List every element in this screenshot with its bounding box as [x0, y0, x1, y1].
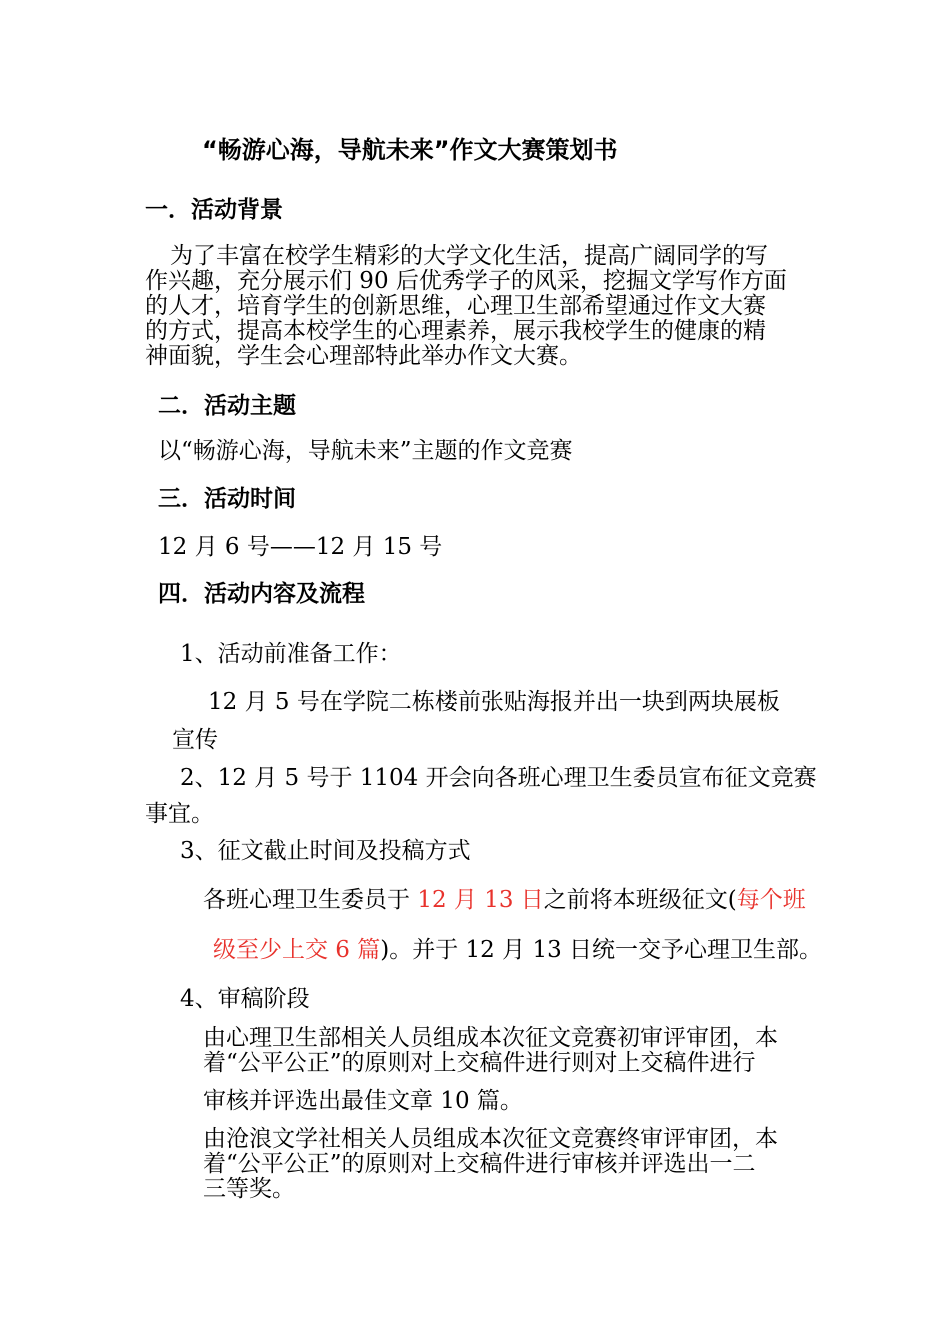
step4-final-line: 三等奖。: [203, 1176, 295, 1202]
step1-title: 1、活动前准备工作：: [180, 641, 402, 667]
background-line: 的人才，培育学生的创新思维，心理卫生部希望通过作文大赛: [145, 293, 766, 319]
step1-line: 12 月 5 号在学院二栋楼前张贴海报并出一块到两块展板: [208, 689, 780, 715]
step4-review-line: 着“公平公正”的原则对上交稿件进行则对上交稿件进行: [203, 1050, 756, 1076]
deadline-highlight: 12 月 13 日: [417, 887, 544, 913]
section-heading-theme: 二．活动主题: [158, 393, 296, 419]
step3-instruction-line: [203, 886, 806, 914]
quota-highlight: 每个班: [736, 887, 806, 913]
document-title: “畅游心海，导航未来”作文大赛策划书: [202, 136, 618, 164]
theme-text: 以“畅游心海，导航未来”主题的作文竞赛: [158, 438, 573, 464]
background-line: 为了丰富在校学生精彩的大学文化生活，提高广阔同学的写: [170, 243, 768, 269]
step1-line: 宣传: [172, 727, 218, 753]
step3-text: 之前将本班级征文(: [543, 887, 737, 913]
step3-text: 各班心理卫生委员于: [203, 887, 418, 913]
step3-title: 3、征文截止时间及投稿方式: [180, 838, 471, 864]
background-line: 作兴趣，充分展示们 90 后优秀学子的风采，挖掘文学写作方面: [145, 268, 787, 294]
step2-line: 2、12 月 5 号于 1104 开会向各班心理卫生委员宣布征文竞赛: [180, 765, 817, 791]
step4-review-line: 审核并评选出最佳文章 10 篇。: [203, 1088, 523, 1114]
quota-highlight: 级至少上交 6 篇: [213, 937, 381, 963]
background-line: 神面貌，学生会心理部特此举办作文大赛。: [145, 343, 582, 369]
section-heading-background: 一．活动背景: [145, 197, 283, 223]
step2-line: 事宜。: [145, 801, 214, 827]
step4-final-line: 由沧浪文学社相关人员组成本次征文竞赛终审评审团，本: [203, 1126, 778, 1152]
step3-instruction-line: [213, 936, 822, 964]
step3-text: )。并于 12 月 13 日统一交予心理卫生部。: [380, 937, 823, 963]
section-heading-time: 三．活动时间: [158, 486, 296, 512]
step4-final-line: 着“公平公正”的原则对上交稿件进行审核并评选出一二: [203, 1151, 756, 1177]
step4-review-line: 由心理卫生部相关人员组成本次征文竞赛初审评审团，本: [203, 1025, 778, 1051]
section-heading-content: 四．活动内容及流程: [158, 581, 365, 607]
time-text: 12 月 6 号——12 月 15 号: [158, 534, 443, 560]
background-line: 的方式，提高本校学生的心理素养，展示我校学生的健康的精: [145, 318, 766, 344]
step4-title: 4、审稿阶段: [180, 986, 310, 1012]
